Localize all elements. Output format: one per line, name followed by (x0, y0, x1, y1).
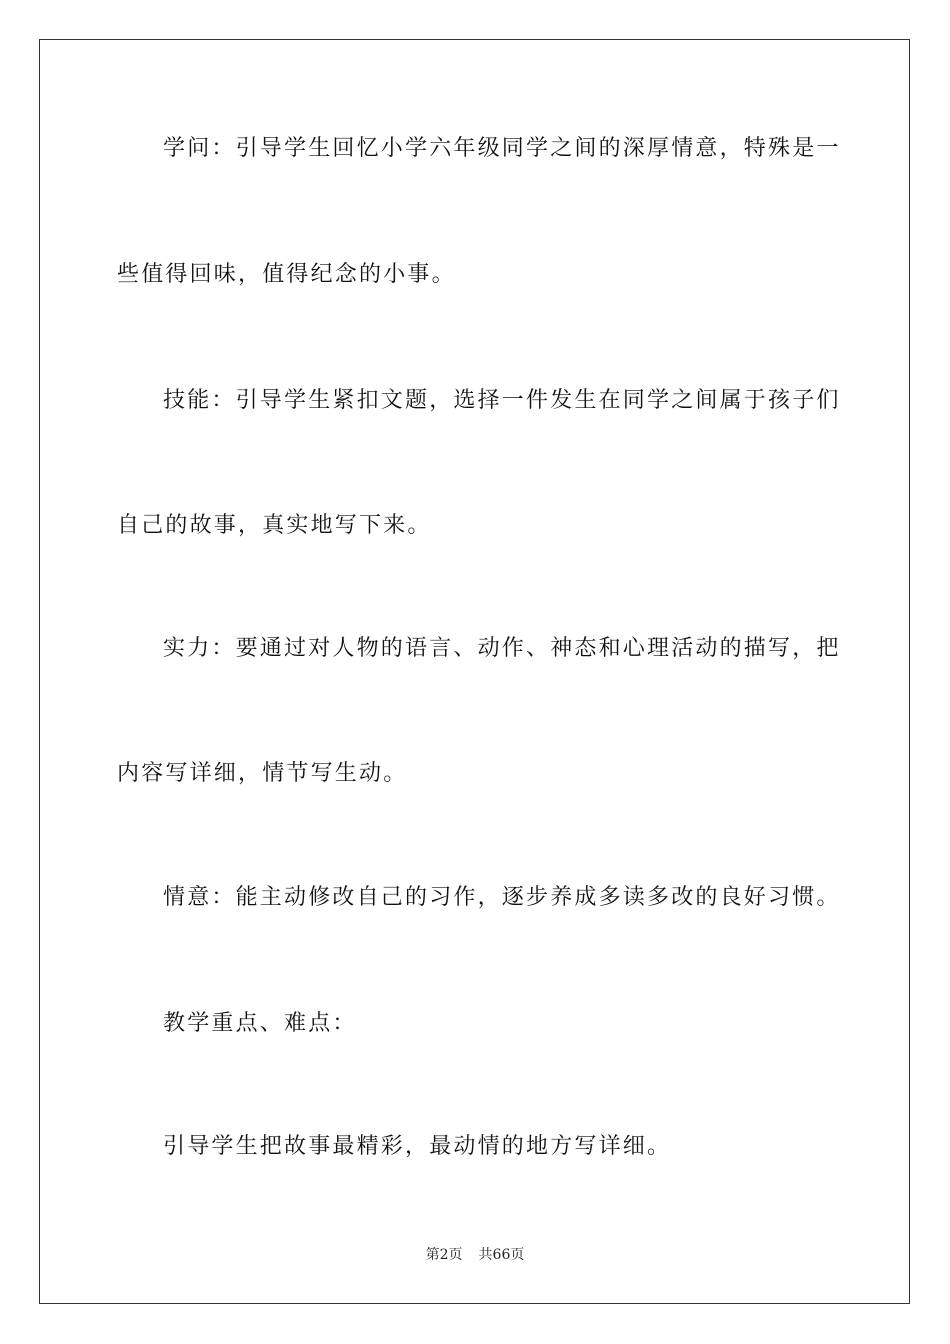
paragraph-skill-line-2: 自己的故事，真实地写下来。 (117, 513, 432, 538)
paragraph-teaching-focus: 引导学生把故事最精彩，最动情的地方写详细。 (163, 1134, 672, 1159)
paragraph-attitude: 情意：能主动修改自己的习作，逐步养成多读多改的良好习惯。 (163, 885, 841, 910)
page-number: 第2页 (425, 1247, 463, 1263)
paragraph-knowledge-line-1: 学问：引导学生回忆小学六年级同学之间的深厚情意，特殊是一 (163, 136, 841, 161)
total-pages: 共66页 (478, 1247, 525, 1263)
heading-teaching-focus: 教学重点、难点： (163, 1011, 357, 1036)
page-border (39, 39, 910, 1304)
paragraph-ability-line-1: 实力：要通过对人物的语言、动作、神态和心理活动的描写，把 (163, 636, 841, 661)
paragraph-ability-line-2: 内容写详细，情节写生动。 (117, 761, 408, 786)
page-footer (0, 1246, 950, 1264)
paragraph-knowledge-line-2: 些值得回味，值得纪念的小事。 (117, 262, 456, 287)
paragraph-skill-line-1: 技能：引导学生紧扣文题，选择一件发生在同学之间属于孩子们 (163, 388, 841, 413)
